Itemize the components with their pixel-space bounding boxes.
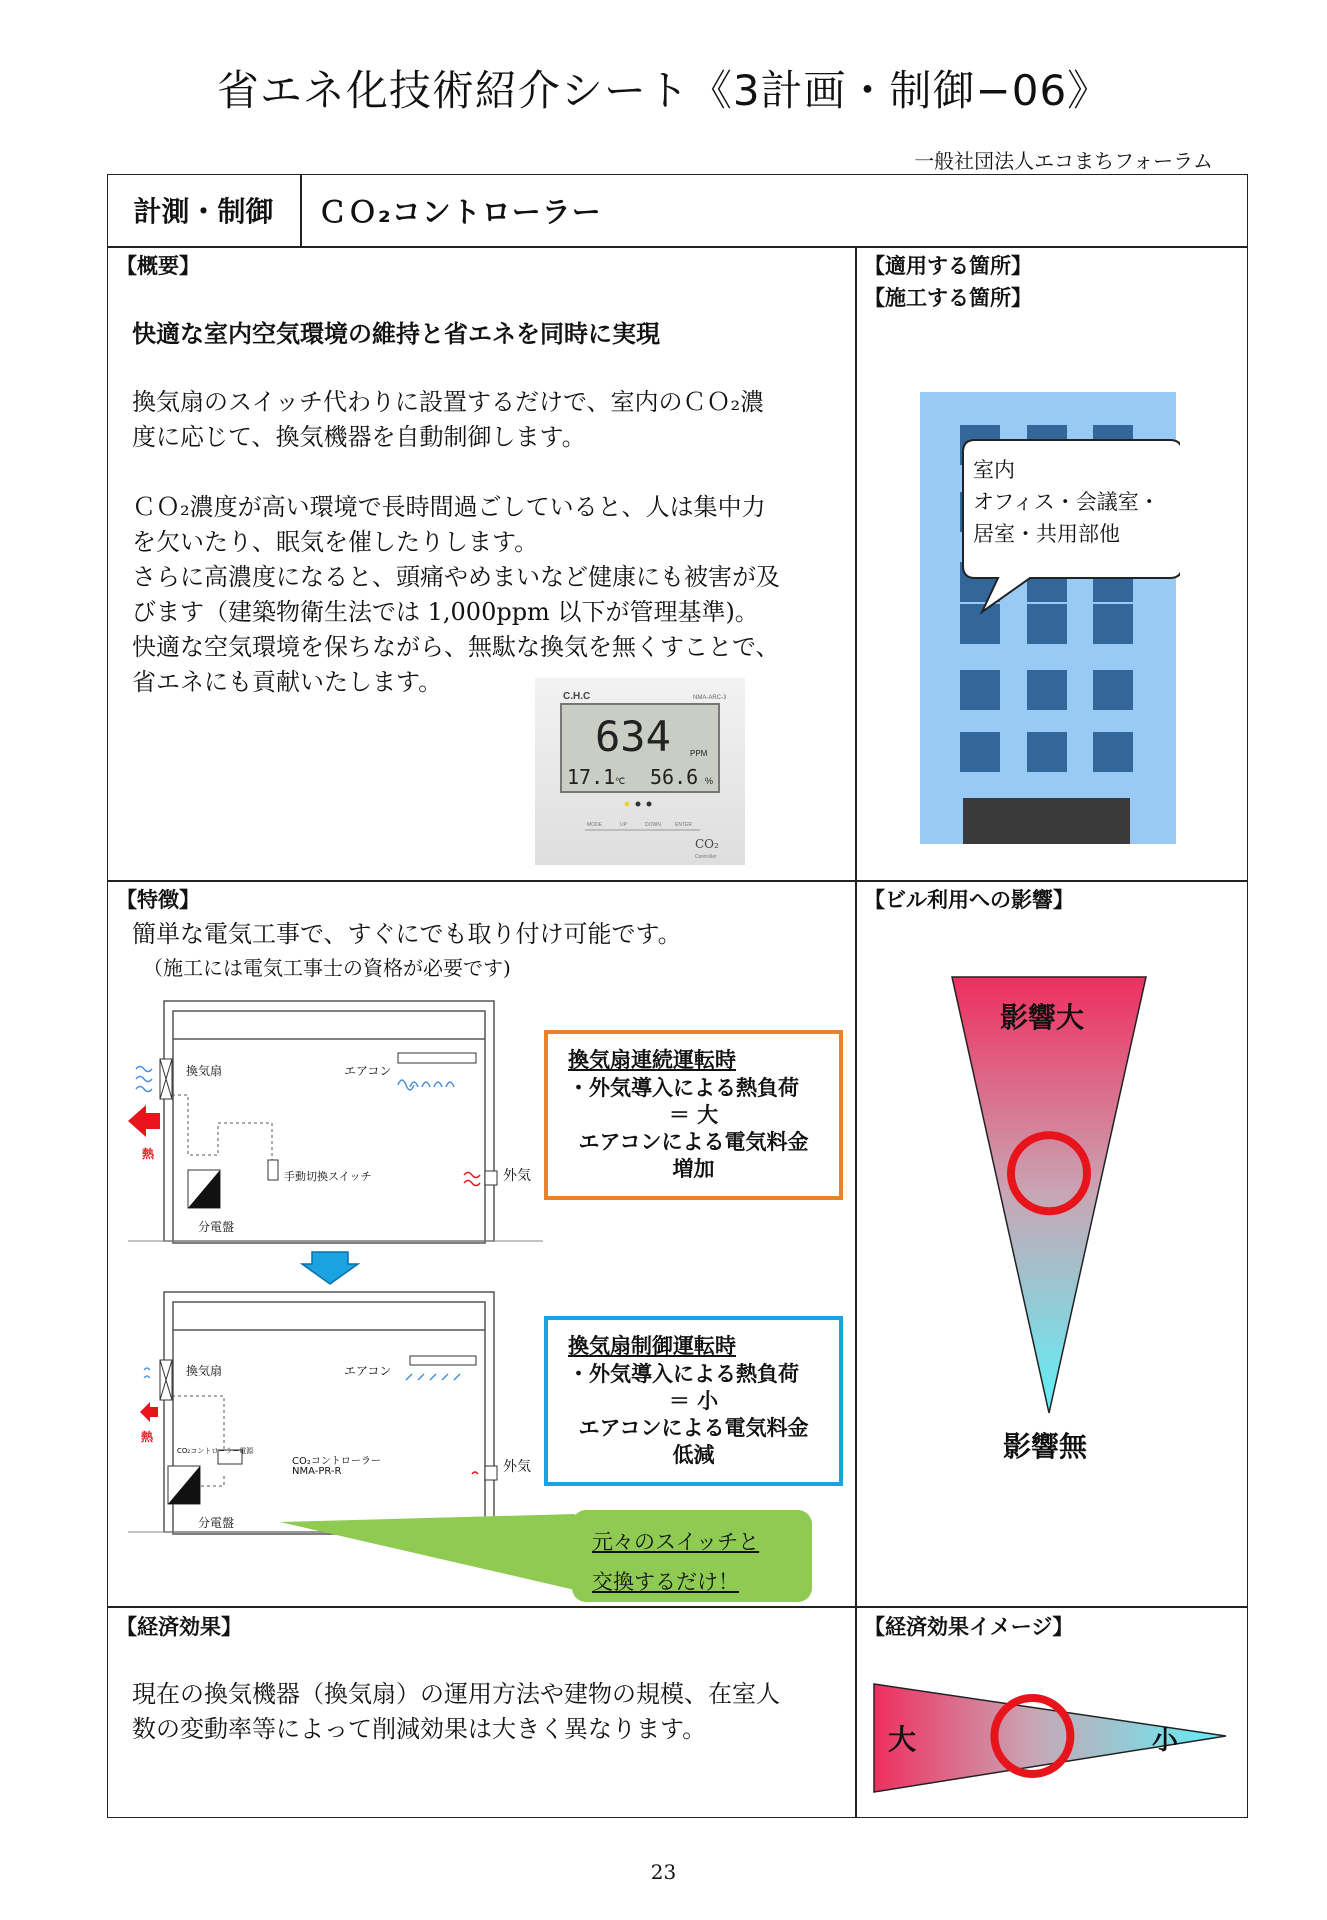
text-line: 現在の換気機器（換気扇）の運用方法や建物の規模、在室人	[132, 1680, 780, 1708]
economic-text	[132, 1677, 780, 1747]
device-brand: C.H.C	[563, 691, 591, 702]
callout-line: 元々のスイッチと	[592, 1530, 760, 1554]
device-button-enter: ENTER	[675, 822, 692, 828]
down-arrow-icon	[300, 1250, 360, 1286]
lcd-ppm: 634	[595, 712, 671, 761]
label-heat: 熱	[142, 1147, 155, 1161]
impact-top-label: 影響大	[1000, 1001, 1085, 1034]
cool-air-icon	[406, 1374, 460, 1380]
lcd-humidity-unit: %	[705, 776, 714, 786]
heat-arrow-icon	[140, 1402, 158, 1422]
text-line: さらに高濃度になると、頭痛やめまいなど健康にも被害が及	[132, 563, 780, 591]
page-title: 省エネ化技術紹介シート《3計画・制御−06》	[216, 66, 1111, 115]
label-controller-model: NMA-PR-R	[292, 1466, 342, 1477]
building-entrance	[963, 798, 1130, 844]
text-line: 数の変動率等によって削減効果は大きく異なります。	[132, 1715, 707, 1743]
indicator-led	[625, 802, 630, 807]
label-fan: 換気扇	[186, 1064, 223, 1078]
callout-pointer	[280, 1514, 575, 1590]
text-line: 省エネにも貢献いたします。	[132, 668, 443, 696]
outside-vent	[485, 1171, 497, 1185]
box-title: 換気扇連続運転時	[568, 1048, 736, 1072]
features-line-1: 簡単な電気工事で、すぐにでも取り付け可能です。	[132, 920, 682, 948]
label-outside: 外気	[503, 1459, 531, 1475]
label-heat: 熱	[141, 1430, 154, 1444]
divider	[855, 246, 857, 1818]
device-button-down: DOWN	[645, 822, 661, 828]
outside-air-icon	[472, 1472, 478, 1474]
bubble-text	[973, 454, 1160, 550]
economic-image-heading: 【経済効果イメージ】	[864, 1615, 1074, 1639]
manual-switch-icon	[268, 1160, 278, 1180]
room-inner	[173, 1302, 485, 1534]
device-button-mode: MODE	[587, 822, 602, 828]
cool-air-icon	[398, 1080, 454, 1090]
label-panel: 分電盤	[198, 1516, 235, 1530]
box-line: ・外気導入による熱負荷	[568, 1362, 799, 1386]
bubble-line: 室内	[973, 458, 1015, 482]
application-heading: 【適用する箇所】	[864, 254, 1032, 278]
overview-lead: 快適な室内空気環境の維持と省エネを同時に実現	[132, 320, 660, 348]
box-line: エアコンによる電気料金	[578, 1416, 809, 1440]
label-controller: CO₂コントローラー	[292, 1456, 381, 1467]
controlled-operation-box	[544, 1316, 843, 1486]
box-line: ・外気導入による熱負荷	[568, 1076, 799, 1100]
building-impact-heading: 【ビル利用への影響】	[864, 888, 1074, 912]
aircon-unit	[410, 1356, 476, 1365]
airflow-icon	[144, 1368, 150, 1378]
label-aircon: エアコン	[344, 1064, 392, 1078]
features-heading: 【特徴】	[116, 888, 200, 912]
label-panel: 分電盤	[198, 1220, 235, 1234]
category-label: 計測・制御	[133, 195, 274, 228]
page-number: 23	[650, 1860, 677, 1884]
impact-bottom-label: 影響無	[1003, 1430, 1088, 1463]
bubble-line: オフィス・会議室・	[973, 490, 1160, 514]
box-line: ＝ 小	[668, 1389, 719, 1413]
label-controller-power: CO₂コントローラー電源	[177, 1447, 254, 1455]
text-line: 換気扇のスイッチ代わりに設置するだけで、室内のＣＯ₂濃	[132, 388, 765, 416]
bubble-line: 居室・共用部他	[973, 522, 1120, 546]
economic-heading: 【経済効果】	[116, 1615, 242, 1639]
divider	[107, 246, 1248, 248]
continuous-operation-box	[544, 1030, 843, 1200]
co2-controller-photo	[535, 678, 745, 865]
indicator-led	[647, 802, 652, 807]
box-line: 低減	[672, 1443, 715, 1467]
airflow-icon	[136, 1067, 152, 1092]
wiring	[172, 1095, 272, 1167]
text-line: ＣＯ₂濃度が高い環境で長時間過ごしていると、人は集中力	[132, 493, 766, 521]
aircon-unit	[398, 1053, 476, 1063]
overview-paragraph-2	[132, 490, 780, 700]
technology-name: ＣＯ₂コントローラー	[318, 194, 602, 229]
label-fan: 換気扇	[186, 1364, 223, 1378]
text-line: を欠いたり、眠気を催したりします。	[132, 528, 539, 556]
overview-paragraph-1	[132, 385, 764, 455]
device-model: NMA-ARC-3	[693, 695, 727, 701]
callout-line: 交換するだけ！	[592, 1570, 739, 1594]
lcd-temp-unit: ℃	[615, 776, 626, 786]
label-outside: 外気	[503, 1168, 531, 1184]
construction-heading: 【施工する箇所】	[864, 286, 1032, 310]
outside-vent	[485, 1466, 497, 1480]
organization: 一般社団法人エコまちフォーラム	[914, 149, 1213, 173]
text-line: 快適な空気環境を保ちながら、無駄な換気を無くすことで、	[132, 633, 780, 661]
economic-right-label: 小	[1152, 1726, 1179, 1756]
room-outline	[164, 1292, 494, 1532]
lcd-temperature: 17.1	[567, 765, 616, 789]
device-sublabel: Controller	[695, 854, 717, 860]
device-label: CO₂	[695, 837, 719, 851]
divider	[300, 174, 302, 246]
economic-left-label: 大	[888, 1723, 917, 1756]
device-button-up: UP	[620, 822, 627, 828]
lcd-ppm-unit: PPM	[690, 749, 708, 758]
diagram-continuous-operation	[128, 995, 548, 1247]
label-manual-switch: 手動切換スイッチ	[284, 1170, 372, 1183]
box-line: エアコンによる電気料金	[578, 1130, 809, 1154]
outside-air-icon	[464, 1173, 480, 1186]
lcd-humidity: 56.6	[650, 765, 699, 789]
callout-text	[592, 1522, 759, 1602]
divider	[107, 1606, 1248, 1608]
text-line: びます（建築物衛生法では 1,000ppm 以下が管理基準)。	[132, 598, 759, 626]
diagram-controlled-operation	[128, 1286, 548, 1538]
impact-triangle	[952, 977, 1146, 1413]
overview-heading: 【概要】	[116, 254, 200, 278]
divider	[107, 880, 1248, 882]
box-line: 増加	[672, 1157, 715, 1181]
label-aircon: エアコン	[344, 1364, 392, 1378]
impact-gauge	[950, 975, 1150, 1415]
box-line: ＝ 大	[668, 1103, 719, 1127]
features-line-2: （施工には電気工事士の資格が必要です)	[143, 956, 511, 980]
heat-arrow-icon	[128, 1105, 160, 1137]
text-line: 度に応じて、換気機器を自動制御します。	[132, 423, 586, 451]
indicator-led	[636, 802, 641, 807]
box-title: 換気扇制御運転時	[568, 1334, 736, 1358]
